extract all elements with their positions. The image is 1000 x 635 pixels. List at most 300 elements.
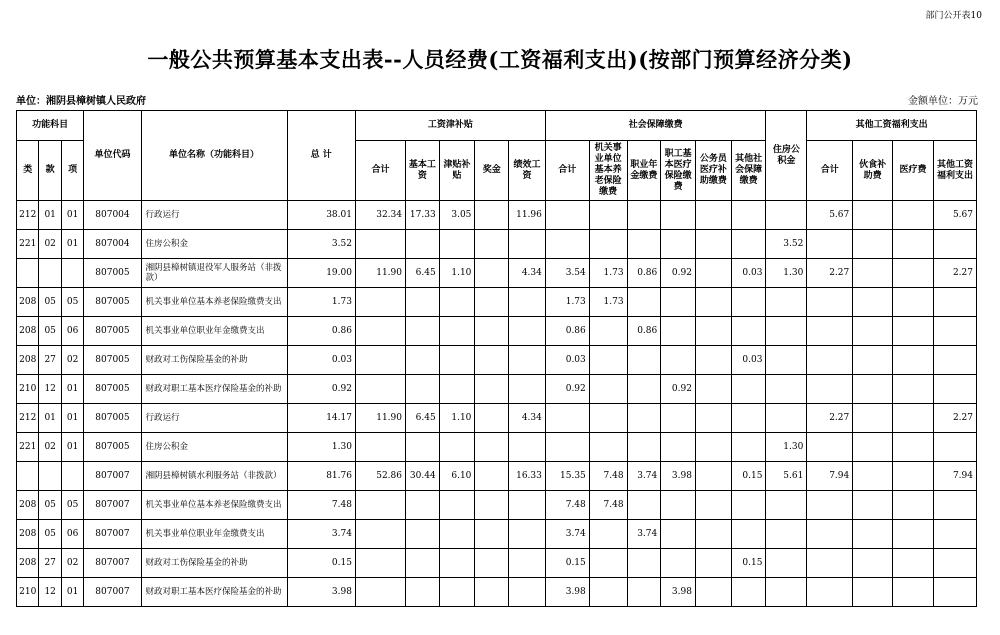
total-cell: 14.17 (287, 404, 355, 433)
unit-name-cell: 机关事业单位职业年金缴费支出 (141, 520, 287, 549)
wage-cell (475, 433, 509, 462)
kuan-cell: 02 (39, 230, 61, 259)
lei-cell: 208 (17, 549, 39, 578)
wage-cell (439, 578, 475, 607)
social-group-header: 社会保障缴费 (545, 111, 766, 141)
unit-code-cell: 807007 (84, 520, 141, 549)
other-cell (807, 433, 853, 462)
lei-cell (17, 259, 39, 288)
social-cell (661, 346, 696, 375)
lei-cell: 212 (17, 404, 39, 433)
social-cell (695, 404, 731, 433)
wage-cell (475, 491, 509, 520)
social-cell (589, 346, 627, 375)
wage-cell (475, 520, 509, 549)
other-cell (893, 230, 934, 259)
wage-col-header-4: 绩效工资 (509, 141, 546, 201)
other-cell (853, 433, 893, 462)
table-row (17, 578, 977, 607)
social-col-header-4: 公务员医疗补助缴费 (695, 141, 731, 201)
unit-code-cell: 807005 (84, 259, 141, 288)
other-cell (853, 549, 893, 578)
lei-cell: 221 (17, 433, 39, 462)
wage-cell (405, 520, 439, 549)
social-cell (589, 404, 627, 433)
kuan-cell: 01 (39, 404, 61, 433)
other-cell (933, 433, 976, 462)
social-cell (627, 578, 661, 607)
social-cell (545, 201, 589, 230)
wage-cell (475, 230, 509, 259)
social-cell (627, 491, 661, 520)
total-cell: 38.01 (287, 201, 355, 230)
kuan-cell: 05 (39, 520, 61, 549)
page-title: 一般公共预算基本支出表--人员经费(工资福利支出)(按部门预算经济分类) (147, 47, 853, 72)
other-cell (853, 462, 893, 491)
other-cell: 2.27 (807, 259, 853, 288)
wage-cell: 6.10 (439, 462, 475, 491)
wage-cell (475, 201, 509, 230)
social-cell (627, 375, 661, 404)
total-cell: 3.98 (287, 578, 355, 607)
social-cell (661, 317, 696, 346)
social-cell: 7.48 (545, 491, 589, 520)
other-cell (933, 549, 976, 578)
total-cell: 3.52 (287, 230, 355, 259)
unit-name-cell: 湘阴县樟树镇退役军人服务站（非拨款） (141, 259, 287, 288)
kuan-cell: 27 (39, 549, 61, 578)
table-row (17, 346, 977, 375)
housing-cell: 1.30 (766, 259, 807, 288)
money-unit-label: 金额单位：万元 (908, 96, 978, 107)
wage-cell (355, 433, 405, 462)
social-cell (731, 491, 766, 520)
social-col-header-2: 职业年金缴费 (627, 141, 661, 201)
unit-label: 单位：湘阴县樟树镇人民政府 (16, 96, 146, 107)
social-cell (627, 288, 661, 317)
other-col-header-2: 医疗费 (893, 141, 934, 201)
wage-cell (509, 346, 546, 375)
social-cell (731, 230, 766, 259)
wage-col-header-0: 合计 (355, 141, 405, 201)
social-cell: 7.48 (589, 491, 627, 520)
lei-cell: 210 (17, 375, 39, 404)
social-cell (695, 346, 731, 375)
total-cell: 0.15 (287, 549, 355, 578)
social-cell (731, 375, 766, 404)
social-cell: 0.03 (731, 346, 766, 375)
wage-cell (439, 549, 475, 578)
unit-code-cell: 807004 (84, 201, 141, 230)
wage-cell: 6.45 (405, 404, 439, 433)
other-cell (853, 578, 893, 607)
kuan-cell (39, 259, 61, 288)
social-cell (695, 491, 731, 520)
wage-cell (475, 375, 509, 404)
wage-cell (405, 549, 439, 578)
other-cell (933, 578, 976, 607)
xiang-cell (61, 462, 83, 491)
social-cell (661, 201, 696, 230)
wage-cell (355, 346, 405, 375)
kuan-cell: 12 (39, 578, 61, 607)
social-cell (589, 317, 627, 346)
kuan-cell: 05 (39, 288, 61, 317)
other-cell (807, 549, 853, 578)
xiang-cell: 06 (61, 317, 83, 346)
other-cell: 2.27 (933, 404, 976, 433)
social-cell: 1.73 (589, 259, 627, 288)
wage-cell (475, 317, 509, 346)
social-cell (661, 404, 696, 433)
wage-cell (475, 404, 509, 433)
other-cell (893, 288, 934, 317)
social-cell (589, 549, 627, 578)
social-cell (695, 433, 731, 462)
social-cell (731, 201, 766, 230)
wage-cell (475, 462, 509, 491)
housing-cell (766, 201, 807, 230)
social-cell (695, 230, 731, 259)
social-cell (661, 230, 696, 259)
other-cell (893, 491, 934, 520)
wage-cell (475, 549, 509, 578)
lei-cell (17, 462, 39, 491)
wage-cell: 4.34 (509, 259, 546, 288)
social-cell (627, 433, 661, 462)
social-cell (661, 433, 696, 462)
other-cell (933, 288, 976, 317)
unit-code-cell: 807005 (84, 346, 141, 375)
other-cell (893, 404, 934, 433)
wage-cell (439, 317, 475, 346)
wage-cell: 11.96 (509, 201, 546, 230)
lei-cell: 208 (17, 346, 39, 375)
wage-cell: 16.33 (509, 462, 546, 491)
unit-name-cell: 湘阴县樟树镇水利服务站（非拨款） (141, 462, 287, 491)
lei-cell: 208 (17, 491, 39, 520)
wage-cell (509, 375, 546, 404)
wage-cell (405, 491, 439, 520)
social-cell (589, 201, 627, 230)
housing-cell (766, 288, 807, 317)
wage-cell: 11.90 (355, 404, 405, 433)
total-cell: 19.00 (287, 259, 355, 288)
unit-code-cell: 807004 (84, 230, 141, 259)
wage-cell (355, 375, 405, 404)
other-cell (893, 462, 934, 491)
social-cell: 3.54 (545, 259, 589, 288)
table-row (17, 201, 977, 230)
budget-table (16, 110, 977, 607)
social-cell: 0.03 (731, 259, 766, 288)
unit-code-header: 单位代码 (84, 111, 141, 201)
other-cell (853, 375, 893, 404)
total-cell: 0.86 (287, 317, 355, 346)
social-cell: 0.15 (731, 549, 766, 578)
other-cell (933, 317, 976, 346)
unit-name-cell: 财政对职工基本医疗保险基金的补助 (141, 375, 287, 404)
total-cell: 7.48 (287, 491, 355, 520)
other-group-header: 其他工资福利支出 (807, 111, 977, 141)
wage-col-header-2: 津贴补贴 (439, 141, 475, 201)
wage-cell (405, 230, 439, 259)
other-cell (807, 520, 853, 549)
kuan-header: 款 (39, 141, 61, 201)
social-cell (695, 375, 731, 404)
other-cell: 7.94 (807, 462, 853, 491)
func-subject-header: 功能科目 (17, 111, 84, 141)
housing-cell (766, 578, 807, 607)
unit-name-cell: 住房公积金 (141, 433, 287, 462)
housing-cell (766, 491, 807, 520)
other-cell (893, 433, 934, 462)
xiang-header: 项 (61, 141, 83, 201)
other-cell (893, 549, 934, 578)
wage-cell (439, 520, 475, 549)
social-cell: 0.92 (661, 259, 696, 288)
social-cell: 3.98 (661, 578, 696, 607)
total-cell: 81.76 (287, 462, 355, 491)
wage-col-header-1: 基本工资 (405, 141, 439, 201)
other-cell (807, 230, 853, 259)
other-cell (933, 230, 976, 259)
social-cell (627, 346, 661, 375)
lei-cell: 208 (17, 317, 39, 346)
xiang-cell: 01 (61, 230, 83, 259)
kuan-cell: 02 (39, 433, 61, 462)
social-cell (589, 433, 627, 462)
other-cell (893, 375, 934, 404)
kuan-cell: 01 (39, 201, 61, 230)
unit-name-cell: 机关事业单位基本养老保险缴费支出 (141, 288, 287, 317)
wage-cell (475, 259, 509, 288)
social-col-header-0: 合计 (545, 141, 589, 201)
wage-cell (355, 230, 405, 259)
social-cell: 0.15 (731, 462, 766, 491)
wage-cell (509, 317, 546, 346)
table-row (17, 259, 977, 288)
table-row (17, 317, 977, 346)
unit-name-cell: 机关事业单位职业年金缴费支出 (141, 317, 287, 346)
other-cell (853, 491, 893, 520)
wage-cell (439, 491, 475, 520)
unit-code-cell: 807005 (84, 288, 141, 317)
other-cell (807, 491, 853, 520)
kuan-cell (39, 462, 61, 491)
housing-cell: 3.52 (766, 230, 807, 259)
wage-cell (509, 288, 546, 317)
other-cell (807, 346, 853, 375)
social-cell (589, 520, 627, 549)
social-cell (661, 520, 696, 549)
social-cell: 0.86 (627, 317, 661, 346)
total-cell: 1.73 (287, 288, 355, 317)
kuan-cell: 05 (39, 317, 61, 346)
social-cell: 3.74 (627, 520, 661, 549)
xiang-cell: 02 (61, 346, 83, 375)
xiang-cell: 01 (61, 201, 83, 230)
other-cell (807, 288, 853, 317)
kuan-cell: 12 (39, 375, 61, 404)
table-row (17, 288, 977, 317)
other-cell: 2.27 (807, 404, 853, 433)
other-cell (893, 201, 934, 230)
xiang-cell: 05 (61, 491, 83, 520)
xiang-cell: 01 (61, 404, 83, 433)
wage-cell (475, 288, 509, 317)
other-cell: 5.67 (933, 201, 976, 230)
social-cell (695, 201, 731, 230)
total-cell: 0.92 (287, 375, 355, 404)
other-cell (853, 230, 893, 259)
other-cell: 5.67 (807, 201, 853, 230)
social-cell: 0.15 (545, 549, 589, 578)
table-row (17, 433, 977, 462)
unit-code-cell: 807005 (84, 433, 141, 462)
total-cell: 0.03 (287, 346, 355, 375)
wage-cell (475, 578, 509, 607)
xiang-cell: 01 (61, 375, 83, 404)
wage-cell (355, 288, 405, 317)
housing-cell (766, 520, 807, 549)
social-cell: 0.92 (545, 375, 589, 404)
social-cell: 3.74 (545, 520, 589, 549)
wage-cell: 6.45 (405, 259, 439, 288)
social-cell (695, 462, 731, 491)
social-cell (731, 433, 766, 462)
wage-cell (439, 230, 475, 259)
unit-name-cell: 住房公积金 (141, 230, 287, 259)
wage-cell (475, 346, 509, 375)
social-col-header-5: 其他社会保障缴费 (731, 141, 766, 201)
wage-cell (355, 491, 405, 520)
wage-cell: 4.34 (509, 404, 546, 433)
other-col-header-3: 其他工资福利支出 (933, 141, 976, 201)
kuan-cell: 05 (39, 491, 61, 520)
social-cell (589, 375, 627, 404)
social-cell (731, 404, 766, 433)
social-cell: 0.03 (545, 346, 589, 375)
other-cell: 2.27 (933, 259, 976, 288)
wage-cell: 17.33 (405, 201, 439, 230)
wage-cell (405, 346, 439, 375)
wage-cell (405, 317, 439, 346)
lei-cell: 210 (17, 578, 39, 607)
social-cell (627, 230, 661, 259)
other-cell (893, 578, 934, 607)
social-cell (661, 288, 696, 317)
wage-cell: 52.86 (355, 462, 405, 491)
wage-cell (439, 433, 475, 462)
unit-name-cell: 财政对职工基本医疗保险基金的补助 (141, 578, 287, 607)
lei-cell: 221 (17, 230, 39, 259)
wage-cell (509, 491, 546, 520)
other-cell (853, 288, 893, 317)
social-cell: 3.98 (661, 462, 696, 491)
other-cell (807, 375, 853, 404)
unit-name-cell: 机关事业单位基本养老保险缴费支出 (141, 491, 287, 520)
social-cell (695, 259, 731, 288)
unit-name-cell: 财政对工伤保险基金的补助 (141, 549, 287, 578)
unit-name-cell: 财政对工伤保险基金的补助 (141, 346, 287, 375)
social-cell (627, 404, 661, 433)
xiang-cell: 05 (61, 288, 83, 317)
lei-header: 类 (17, 141, 39, 201)
social-cell: 3.74 (627, 462, 661, 491)
total-cell: 3.74 (287, 520, 355, 549)
housing-cell: 1.30 (766, 433, 807, 462)
wage-cell (405, 578, 439, 607)
unit-code-cell: 807007 (84, 462, 141, 491)
other-cell (893, 520, 934, 549)
xiang-cell: 01 (61, 433, 83, 462)
xiang-cell: 02 (61, 549, 83, 578)
unit-code-cell: 807005 (84, 317, 141, 346)
wage-cell (405, 375, 439, 404)
unit-code-cell: 807007 (84, 491, 141, 520)
housing-cell (766, 375, 807, 404)
social-cell: 0.86 (545, 317, 589, 346)
unit-code-cell: 807005 (84, 404, 141, 433)
other-col-header-1: 伙食补助费 (853, 141, 893, 201)
lei-cell: 208 (17, 520, 39, 549)
housing-cell (766, 317, 807, 346)
wage-group-header: 工资津补贴 (355, 111, 545, 141)
other-cell (853, 404, 893, 433)
social-cell (695, 520, 731, 549)
wage-cell (439, 288, 475, 317)
social-cell (627, 549, 661, 578)
other-cell (933, 375, 976, 404)
wage-cell: 1.10 (439, 404, 475, 433)
social-cell (589, 578, 627, 607)
wage-cell (509, 549, 546, 578)
other-cell (893, 346, 934, 375)
social-cell (545, 230, 589, 259)
wage-col-header-3: 奖金 (475, 141, 509, 201)
social-cell (731, 578, 766, 607)
other-cell (933, 346, 976, 375)
social-cell (661, 491, 696, 520)
wage-cell: 32.34 (355, 201, 405, 230)
wage-cell (509, 230, 546, 259)
table-row (17, 462, 977, 491)
housing-cell (766, 404, 807, 433)
unit-name-header: 单位名称（功能科目） (141, 111, 287, 201)
wage-cell (355, 317, 405, 346)
social-cell: 1.73 (545, 288, 589, 317)
social-cell: 0.86 (627, 259, 661, 288)
social-cell (695, 549, 731, 578)
total-header: 总 计 (287, 111, 355, 201)
lei-cell: 208 (17, 288, 39, 317)
table-row (17, 491, 977, 520)
unit-code-cell: 807007 (84, 549, 141, 578)
other-cell: 7.94 (933, 462, 976, 491)
wage-cell (439, 375, 475, 404)
other-cell (807, 578, 853, 607)
other-cell (933, 520, 976, 549)
document-tag: 部门公开表10 (925, 11, 982, 21)
social-cell (731, 520, 766, 549)
social-cell (589, 230, 627, 259)
social-cell: 7.48 (589, 462, 627, 491)
wage-cell (509, 520, 546, 549)
social-cell: 0.92 (661, 375, 696, 404)
wage-cell (405, 288, 439, 317)
social-cell: 1.73 (589, 288, 627, 317)
